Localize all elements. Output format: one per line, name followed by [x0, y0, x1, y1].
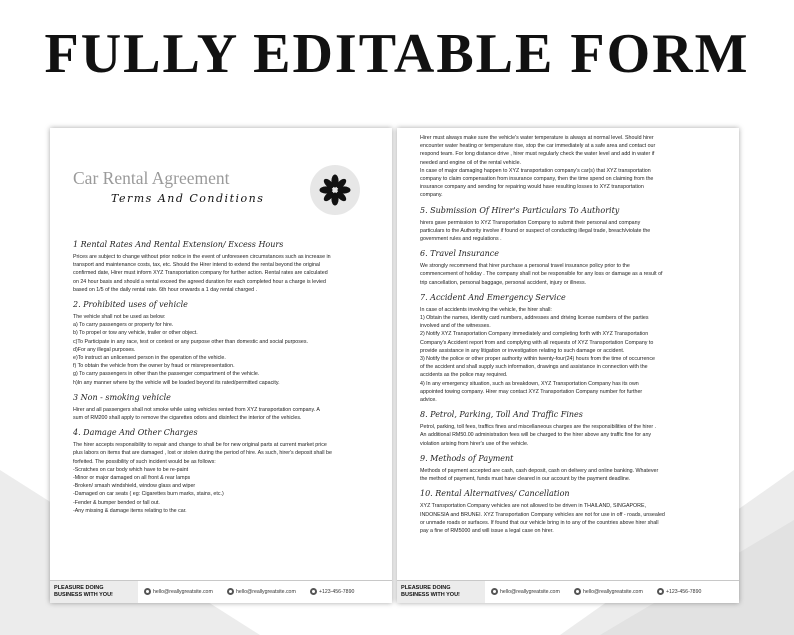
footer-tagline-line1: PLEASURE DOING	[401, 585, 451, 591]
paragraph-line: hirers gave permission to XYZ Transportation Company to submit their personal and company	[420, 219, 641, 226]
paragraph-line: b) To propel or tow any vehicle, trailer or other object.	[73, 330, 198, 337]
paragraph-line: f) To obtain the vehicle from the owner by fraud or misrepresentation.	[73, 363, 235, 370]
paragraph-line: government rules and regulations .	[420, 236, 502, 243]
paragraph-line: -Minor or major damaged on all front & rear lamps	[73, 475, 191, 482]
paragraph-line: INDONESIA and BRUNEI. XYZ Transportation Company vehicles are not for use in off - roads, unsealed	[420, 511, 665, 518]
footer-tagline-line1: PLEASURE DOING	[54, 585, 104, 591]
title-block	[73, 134, 375, 234]
section-rental-cancellation	[420, 488, 722, 535]
paragraph-line: Methods of payment accepted are cash, cash deposit, cash on delivery and online banking. Whatever	[420, 467, 659, 474]
globe-icon	[574, 588, 581, 595]
section-submission-particulars	[420, 205, 722, 244]
paragraph-line: advice.	[420, 397, 437, 404]
intro-block	[420, 134, 722, 200]
paragraph-line: particulars to the Authority involve if found or suspect of conducting illegal trade, breach/violate the	[420, 227, 651, 234]
paragraph-line: e)To instruct an unlicensed person in the operation of the vehicle.	[73, 355, 226, 362]
paragraph-line: h)In any manner where by the vehicle will be loaded beyond its rated/permitted capacity.	[73, 379, 280, 386]
footer-email-1[interactable]	[144, 588, 213, 596]
paragraph-line: c)To Participate in any race, test or contest or any purpose other than domestic and social purposes.	[73, 338, 308, 345]
paragraph-line: a) To carry passengers or property for hire.	[73, 322, 174, 329]
section-non-smoking	[73, 392, 375, 422]
footer-email-text: hello@reallygreatsite.com	[500, 589, 560, 595]
paragraph-line: The vehicle shall not be used as below:	[73, 314, 166, 321]
paragraph-line: We strongly recommend that hirer purchase a personal travel insurance policy prior to the	[420, 263, 630, 270]
paragraph-line: encounter water heating or temperature rise, stop the car immediately at a safe area and contact our	[420, 143, 656, 150]
flower-icon	[310, 165, 360, 215]
paragraph-line: -Damaged on car seats ( eg: Cigarettes burn marks, stains, etc.)	[73, 491, 224, 498]
paragraph-line: g) To carry passengers in other than the passenger compartment of the vehicle.	[73, 371, 260, 378]
paragraph-line: confirmed date, Hirer must inform XYZ Transportation company for further action. Rental rates are calculated	[73, 270, 328, 277]
paragraph-line: In case of accidents involving the vehicle, the hirer shall:	[420, 306, 552, 313]
footer-tagline	[397, 581, 485, 603]
footer-email-text: hello@reallygreatsite.com	[583, 589, 643, 595]
phone-icon	[310, 588, 317, 595]
footer-phone-text: +123-456-7890	[666, 589, 702, 595]
paragraph-line: -Fender & bumper bended or fall out.	[73, 499, 160, 506]
paragraph-line: plus labors on items that are damaged , lost or stolen during the period of hire. As such, hirer's deposit shall be	[73, 450, 332, 457]
paragraph-line: -Scratches on car body which have to be re-paint	[73, 466, 189, 473]
paragraph-line: insurance company and sending for repairing would have resulting losses to XYZ transportation	[420, 184, 644, 191]
paragraph-line: on 24 hour basis and should a rental exceed the agreed duration for each completed hour a charge is levied	[73, 278, 326, 285]
paragraph-line: trip cancellation, personal baggage, personal accident, injury or illness.	[420, 279, 587, 286]
section-payment-methods	[420, 453, 722, 483]
paragraph-line: Petrol, parking, toll fees, traffics fines and miscellaneous charges are the responsibilities of the hirer .	[420, 424, 657, 431]
paragraph-line: sum of RM200 shall apply to remove the cigarettes odors and disinfect the interior of the vehicles.	[73, 415, 302, 422]
footer-email-1[interactable]	[491, 588, 560, 596]
paragraph-line: Hirer and all passengers shall not smoke while using vehicles rented from XYZ transportation company. A	[73, 406, 320, 413]
section-heading: 4. Damage And Other Charges	[73, 428, 198, 438]
footer-email-2[interactable]	[227, 588, 296, 596]
paragraph-line: needed and engine oil of the rental vehicle.	[420, 159, 522, 166]
section-prohibited-uses	[73, 299, 375, 387]
paragraph-line: provide assistance in any litigation or investigation relating to such damage or accident.	[420, 347, 625, 354]
footer-phone[interactable]	[657, 588, 701, 596]
paragraph-line: violation arising from hirer's use of the vehicle.	[420, 440, 529, 447]
section-damage-charges	[73, 427, 375, 515]
right-page	[397, 128, 739, 603]
paragraph-line: In case of major damaging happen to XYZ transportation company's car(s) that XYZ transportation	[420, 167, 651, 174]
footer-phone[interactable]	[310, 588, 354, 596]
section-rental-rates	[73, 239, 375, 294]
left-page-content	[73, 134, 375, 515]
footer-email-text: hello@reallygreatsite.com	[236, 589, 296, 595]
paragraph-line: transport and maintenance costs, tax, etc. Should the Hirer intend to extend the rental beyond the original	[73, 262, 321, 269]
paragraph-line: Company's Accident report from and complying with all requests of XYZ Transportation Company to	[420, 339, 654, 346]
section-heading: 6. Travel Insurance	[420, 249, 499, 259]
paragraph-line: company.	[420, 192, 443, 199]
paragraph-line: involved and of the witnesses.	[420, 323, 491, 330]
paragraph-line: 1) Obtain the names, identity card numbers, addresses and driving license numbers of the parties	[420, 315, 649, 322]
page-footer	[397, 580, 739, 603]
paragraph-line: An additional RM50.00 administration fees will be charged to the hirer above any traffic fine for any	[420, 432, 652, 439]
footer-tagline	[50, 581, 138, 603]
right-page-content	[420, 132, 722, 535]
paragraph-line: 3) Notify the police or other proper authority within twenty-four(24) hours from the time of occurrence	[420, 356, 655, 363]
document-title: Car Rental Agreement	[73, 168, 230, 188]
footer-tagline-line2: BUSINESS WITH YOU!	[54, 592, 113, 598]
section-heading: 9. Methods of Payment	[420, 453, 514, 463]
section-heading: 8. Petrol, Parking, Toll And Traffic Fines	[420, 410, 583, 420]
section-heading: 7. Accident And Emergency Service	[420, 292, 566, 302]
section-travel-insurance	[420, 248, 722, 287]
paragraph-line: commencement of holiday . The company shall not be responsible for any loss or damage as a result of	[420, 271, 663, 278]
section-petrol-parking	[420, 409, 722, 448]
footer-tagline-line2: BUSINESS WITH YOU!	[401, 592, 460, 598]
phone-icon	[657, 588, 664, 595]
paragraph-line: 4) In any emergency situation, such as breakdown, XYZ Transportation Company has its own	[420, 380, 639, 387]
section-heading: 2. Prohibited uses of vehicle	[73, 300, 188, 310]
paragraph-line: respond team. For long distance drive , hirer must regularly check the water level and add in water if	[420, 151, 655, 158]
footer-email-text: hello@reallygreatsite.com	[153, 589, 213, 595]
footer-email-2[interactable]	[574, 588, 643, 596]
paragraph-line: 2) Notify XYZ Transportation Company immediately and completing forth with XYZ Transportation	[420, 331, 649, 338]
paragraph-line: of the accident and shall supply such information, drawings and assistance in connection with the	[420, 364, 648, 371]
paragraph-line: or unmade roads or surfaces. If found that our vehicle bring in to any of the countries above hirer shall	[420, 519, 659, 526]
section-accident-emergency	[420, 292, 722, 404]
page-footer	[50, 580, 392, 603]
paragraph-line: -Broken/ smash windshield, window glass and wiper	[73, 483, 196, 490]
paragraph-line: appointed towing company. Hirer may contact XYZ Transportation Company number for further	[420, 388, 643, 395]
section-heading: 1 Rental Rates And Rental Extension/ Excess Hours	[73, 240, 284, 249]
paragraph-line: -Any missing & damage items relating to the car.	[73, 507, 187, 514]
paragraph-line: Prices are subject to change without prior notice in the event of unforeseen circumstances such as increase in	[73, 254, 331, 260]
footer-phone-text: +123-456-7890	[319, 589, 355, 595]
mail-icon	[144, 588, 151, 595]
paragraph-line: accidents as the police may required.	[420, 372, 508, 379]
paragraph-line: XYZ Transportation Company vehicles are not allowed to be driven in THAILAND, SINGAPORE,	[420, 503, 647, 510]
globe-icon	[227, 588, 234, 595]
section-heading: 10. Rental Alternatives/ Cancellation	[420, 489, 570, 499]
headline: FULLY EDITABLE FORM	[44, 23, 750, 85]
paragraph-line: company to claim compensation from insurance company, then the time spend on claiming from the	[420, 176, 654, 183]
paragraph-line: forfeited. The possibility of such incident would be as follows:	[73, 458, 216, 465]
paragraph-line: based on 1/5 of the daily rental rate. 6th hour onwards a 1 day rental charged .	[73, 286, 258, 293]
mail-icon	[491, 588, 498, 595]
left-page	[50, 128, 392, 603]
section-heading: 3 Non - smoking vehicle	[73, 392, 171, 402]
paragraph-line: d)For any illegal purposes.	[73, 346, 136, 353]
paragraph-line: the method of payment, funds must have cleared in our account by the payment deadline.	[420, 476, 631, 483]
paragraph-line: The hirer accepts responsibility to repair and change to shall be for new original parts at current market price	[73, 442, 327, 449]
paragraph-line: pay a fine of RM5000 and will issue a legal case on hirer.	[420, 527, 554, 534]
section-heading: 5. Submission Of Hirer's Particulars To Authority	[420, 205, 620, 215]
paragraph-line: Hirer must always make sure the vehicle's water temperature is always at normal level. Should hirer	[420, 135, 654, 141]
document-subtitle: Terms And Conditions	[111, 192, 265, 205]
